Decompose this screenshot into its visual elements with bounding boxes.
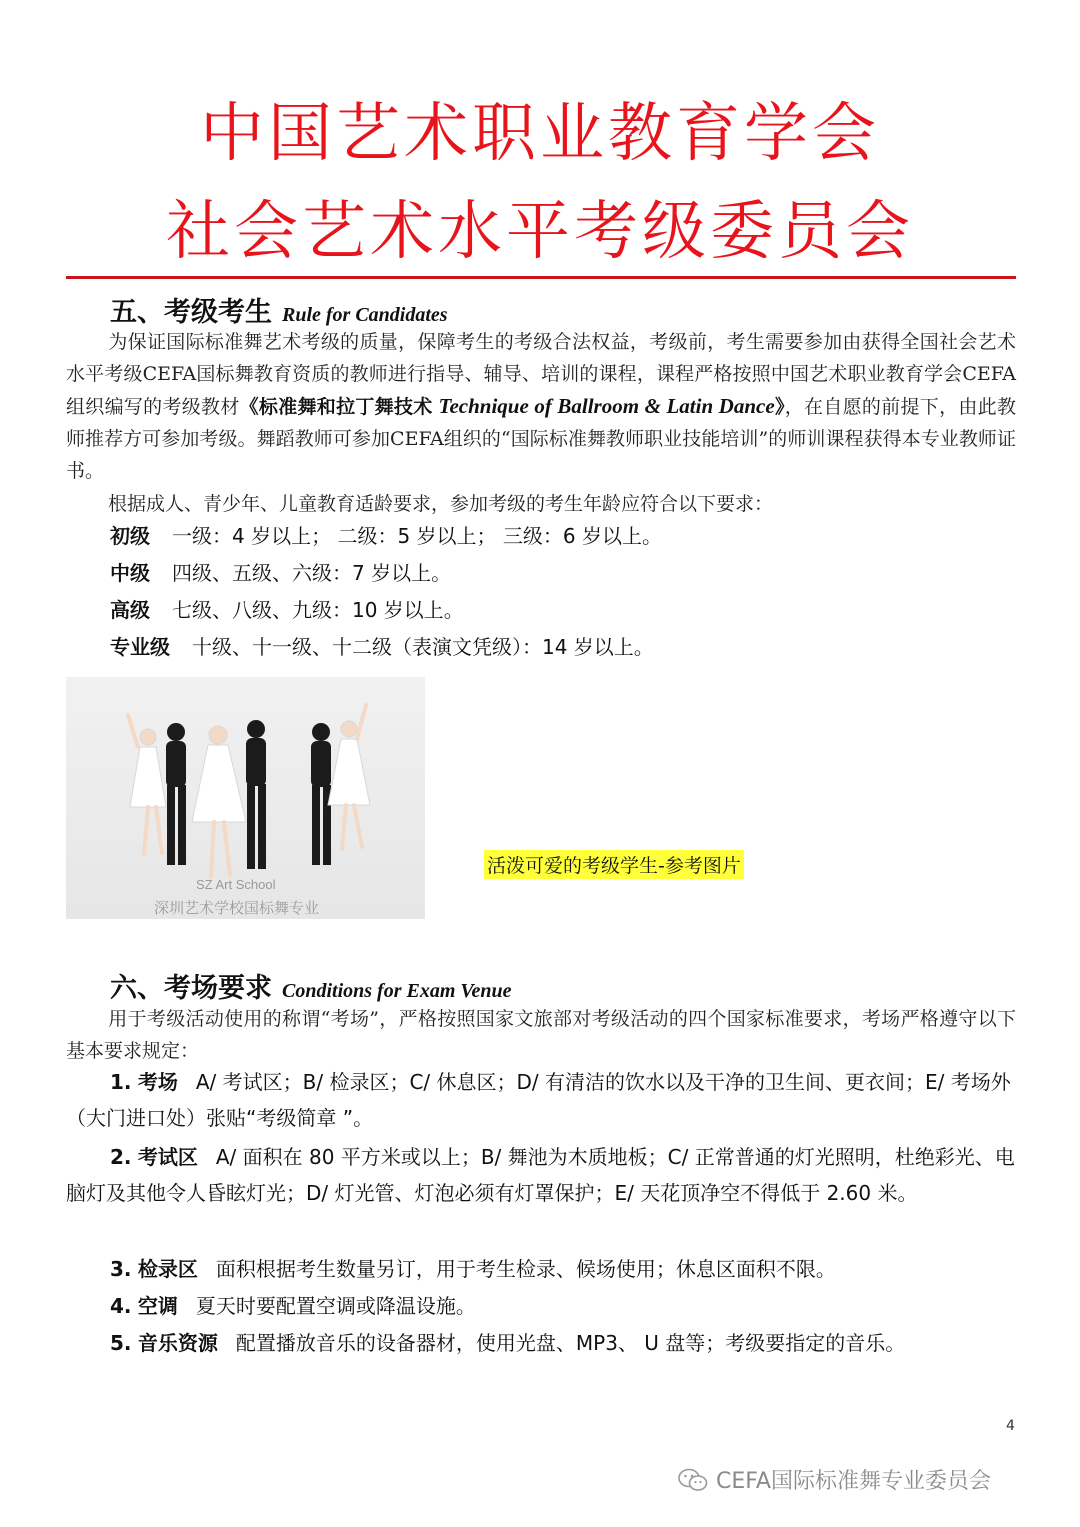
level-ages: 一级：4 岁以上； 二级：5 岁以上； 三级：6 岁以上。 <box>172 524 662 548</box>
book-title-en: Technique of Ballroom & Latin Dance <box>438 394 775 418</box>
age-requirement-intro: 根据成人、青少年、儿童教育适龄要求，参加考级的考生年龄应符合以下要求： <box>108 493 774 515</box>
section6-heading <box>110 966 512 1005</box>
footer-watermark <box>678 1464 991 1495</box>
level-name: 初级 <box>110 524 150 548</box>
venue-item-4 <box>66 1288 1016 1324</box>
level-row-professional <box>110 630 654 664</box>
item-text: A/ 考试区；B/ 检录区；C/ 休息区；D/ 有清洁的饮水以及干净的卫生间、更衣间；E/ 考场外（大门进口处）张贴“考级简章 ”。 <box>66 1070 1011 1130</box>
page-number: 4 <box>1006 1418 1015 1434</box>
section6-title-en: Conditions for Exam Venue <box>282 980 512 1002</box>
dancers-illustration <box>66 677 425 919</box>
footer-account-name: CEFA国际标准舞专业委员会 <box>716 1469 991 1494</box>
section5-heading <box>110 290 448 329</box>
section6-title-cn: 六、考场要求 <box>110 973 272 1004</box>
section5-title-en: Rule for Candidates <box>282 304 448 326</box>
level-ages: 十级、十一级、十二级（表演文凭级）：14 岁以上。 <box>192 635 654 659</box>
header-divider <box>66 276 1016 279</box>
item-name: 考试区 <box>137 1145 198 1169</box>
photo-watermark-cn: 深圳艺术学校国标舞专业 <box>154 899 320 917</box>
item-number: 5. <box>110 1331 132 1355</box>
org-title-line-2: 社会艺术水平考级委员会 <box>166 195 914 269</box>
venue-item-2 <box>66 1139 1016 1211</box>
item-number: 4. <box>110 1294 132 1318</box>
item-name: 考场 <box>137 1070 178 1094</box>
org-title-line-1: 中国艺术职业教育学会 <box>200 97 880 171</box>
level-ages: 七级、八级、九级：10 岁以上。 <box>172 598 464 622</box>
item-number: 2. <box>110 1145 132 1169</box>
section5-para1-a: 为保证国际标准舞艺术考级的质量，保障考生的考级合法权益，考级前，考生需要参加由获得全国社会艺术水平考级CEFA国标舞教育资质的教师进行指导、辅导、培训的课程，课程严格按照中国艺术职业教育学会CEFA组织编写的考级教材 <box>66 331 1016 418</box>
item-name: 检录区 <box>137 1257 198 1281</box>
section5-paragraph-2 <box>66 488 1016 520</box>
item-text: 面积根据考生数量另订，用于考生检录、候场使用；休息区面积不限。 <box>215 1257 836 1281</box>
level-name: 专业级 <box>110 635 170 659</box>
item-number: 3. <box>110 1257 132 1281</box>
section5-para1-b: ，在自愿的前提下，由此教师推荐方可参加考级。舞蹈教师可参加CEFA组织的“国际标准舞教师职业技能培训”的师训课程获得本专业教师证书。 <box>66 396 1016 482</box>
venue-item-5 <box>66 1325 1016 1361</box>
venue-item-1 <box>66 1064 1016 1136</box>
section5-title-cn: 五、考级考生 <box>110 297 272 328</box>
venue-item-3 <box>66 1251 1016 1287</box>
level-name: 中级 <box>110 561 150 585</box>
photo-caption: 活泼可爱的考级学生-参考图片 <box>484 850 744 879</box>
section5-paragraph-1 <box>66 326 1016 487</box>
item-text: A/ 面积在 80 平方米或以上；B/ 舞池为木质地板；C/ 正常普通的灯光照明，杜绝彩光、电脑灯及其他令人昏眩灯光；D/ 灯光管、灯泡必须有灯罩保护；E/ 天花顶净空不得低于 2.60 米。 <box>66 1145 1015 1205</box>
section6-paragraph <box>66 1003 1016 1067</box>
venue-intro: 用于考级活动使用的称谓“考场”，严格按照国家文旅部对考级活动的四个国家标准要求，考场严格遵守以下基本要求规定： <box>66 1008 1016 1062</box>
level-row-beginner <box>110 519 662 553</box>
item-name: 音乐资源 <box>137 1331 218 1355</box>
book-title-close: 》 <box>774 396 785 418</box>
dancers-photo <box>66 677 425 919</box>
item-text: 夏天时要配置空调或降温设施。 <box>195 1294 476 1318</box>
book-title-cn: 《标准舞和拉丁舞技术 <box>239 396 433 418</box>
level-name: 高级 <box>110 598 150 622</box>
item-name: 空调 <box>137 1294 178 1318</box>
wechat-icon <box>678 1467 708 1493</box>
level-ages: 四级、五级、六级：7 岁以上。 <box>172 561 452 585</box>
level-row-advanced <box>110 593 464 627</box>
item-number: 1. <box>110 1070 132 1094</box>
level-row-intermediate <box>110 556 451 590</box>
photo-watermark-en: SZ Art School <box>196 877 276 892</box>
item-text: 配置播放音乐的设备器材，使用光盘、MP3、 U 盘等；考级要指定的音乐。 <box>235 1331 906 1355</box>
